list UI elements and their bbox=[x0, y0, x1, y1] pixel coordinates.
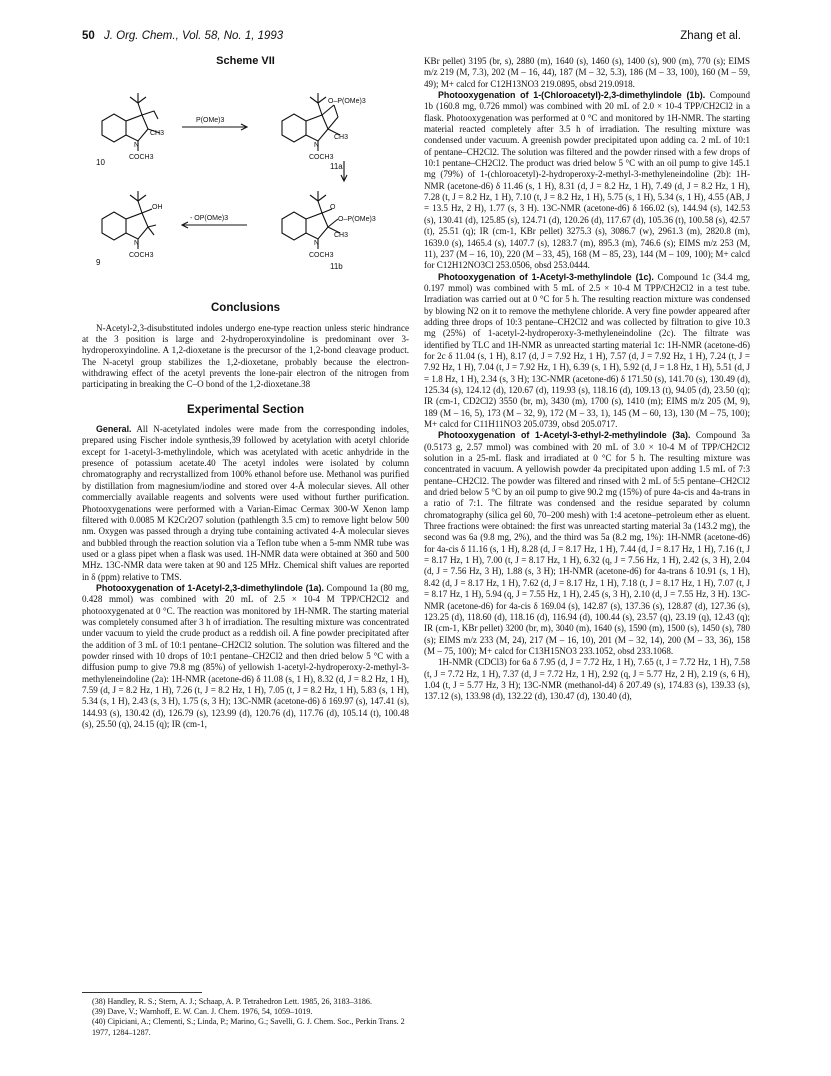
compound-label-11a: 11a bbox=[330, 162, 343, 172]
nmr-6a-paragraph: 1H-NMR (CDCl3) for 6a δ 7.95 (d, J = 7.72 Hz, 1 H), 7.65 (t, J = 7.72 Hz, 1 H), 7.58 (t, J = 7.72 Hz, 1 H), 7.37 (d, J = 7.72 Hz, 1 H), 2.92 (q, J = 5.77 Hz, 2 H), 2.19 (s, 6 H), 1.04 (t, J = 5.77 Hz, 3 H); 13C-NMR (methanol-d4) δ 207.49 (s), 174.83 (s), 139.33 (s), 137.12 (s), 133.98 (d), 132.22 (d), 130.47 (d), 130.40 (d), bbox=[424, 657, 750, 702]
experimental-heading: Experimental Section bbox=[187, 403, 304, 416]
running-authors: Zhang et al. bbox=[680, 30, 741, 42]
footnote-38: (38) Handley, R. S.; Stern, A. J.; Schaap, A. P. Tetrahedron Lett. 1985, 26, 3183–3186. bbox=[92, 997, 372, 1006]
atom-o-11b: O bbox=[330, 204, 336, 212]
page-number: 50 bbox=[82, 30, 95, 42]
general-run-in-head: General. bbox=[96, 424, 132, 435]
label-coch3-9: COCH3 bbox=[129, 252, 154, 260]
general-text: All N-acetylated indoles were made from the corresponding indoles, prepared using Fischer indole synthesis,39 followed by acetylation with acetyl chloride except for 1-acetyl-3-methylindole, which was acetylated with acetic anhydride in the presence of potassium acetate.40 The acetyl indoles were isolated by column chromatography and recrystallized from 100% ethanol before use. Methanol was purified by distillation from magnesium/iodine and stored over 4-Å molecular sieves. All other commercially available reagents and solvents were used without further purification. Photooxygenations were performed with a Varian-Eimac Cermax 300-W Xenon lamp filtered with 0.0085 M K2Cr2O7 solution (pathlength 3.5 cm) to remove light below 500 nm. Oxygen was passed through a drying tube containing activated 4-Å molecular sieves and bubbled through the reaction solution via a Teflon tube when a 5-mm NMR tube was used or a glass pipet when a flask was used. 1H-NMR data were obtained at 360 and 500 MHz. 13C-NMR data were taken at 90 and 125 MHz. Chemical shift values are reported in δ (ppm) relative to TMS. bbox=[82, 424, 409, 582]
photooxygenation-1c-head: Photooxygenation of 1-Acetyl-3-methylindole (1c). bbox=[438, 271, 654, 282]
photooxygenation-1a-text: Compound 1a (80 mg, 0.428 mmol) was combined with 20 mL of 2.5 × 10-4 M TPP/CH2Cl2 and photooxygenated at 0 °C. The reaction was monitored by 1H-NMR. The starting material was completely consumed after 3 h of irradiation. The resulting mixture was concentrated under vacuum to yield the crude product as a reddish oil. A fine powder precipitated after the addition of 3 mL of 10:1 pentane–CH2Cl2 solution. The solution was filtered and the powder rinsed with 10 drops of 10:1 pentane–CH2Cl2 and then dried below 5 °C with a diffusion pump to give 79.8 mg (85%) of yellowish 1-acetyl-2-hydroperoxy-2-methyl-3-methyleneindoline (2a): 1H-NMR (acetone-d6) δ 11.08 (s, 1 H), 8.32 (d, J = 8.2 Hz, 1 H), 7.59 (d, J = 8.2 Hz, 1 H), 7.26 (t, J = 8.2 Hz, 1 H), 7.05 (t, J = 8.2 Hz, 1 H), 5.83 (s, 1 H), 5.34 (s, 1 H), 2.43 (s, 3 H), 1.75 (s, 3 H); 13C-NMR (acetone-d6) δ 169.97 (s), 147.41 (s), 144.93 (s), 130.42 (d), 126.79 (s), 123.99 (d), 120.76 (d), 117.76 (d), 105.14 (t), 100.48 (s), 25.50 (q), 24.15 (q); IR (cm-1, bbox=[82, 582, 409, 730]
photooxygenation-3a-head: Photooxygenation of 1-Acetyl-3-ethyl-2-methylindole (3a). bbox=[438, 430, 691, 441]
label-coch3-11a: COCH3 bbox=[309, 154, 334, 162]
photooxygenation-1b-paragraph bbox=[424, 90, 750, 272]
label-ch3-11a: CH3 bbox=[334, 134, 349, 142]
scheme-title: Scheme VII bbox=[216, 55, 275, 67]
label-oh-9: OH bbox=[152, 204, 163, 212]
conclusions-heading: Conclusions bbox=[210, 302, 280, 315]
footnotes bbox=[82, 992, 409, 1038]
photooxygenation-1a-paragraph bbox=[82, 583, 409, 730]
footnote-39: (39) Dave, V.; Warnhoff, E. W. Can. J. Chem. 1976, 54, 1059–1019. bbox=[92, 1007, 313, 1017]
photooxygenation-1c-text: Compound 1c (34.4 mg, 0.197 mmol) was combined with 5 mL of 2.5 × 10-4 M TPP/CH2Cl2 in a test tube. Irradiation was carried out at 0 °C for 5 h. The resulting reaction mixture was condensed by blowing N2 on it to remove the methylene chloride. A very fine powder appeared after adding three drops of 10:3 pentane–CH2Cl2 and was collected by filtration to give 10.3 mg (25%) of 1-acetyl-2-hydroperoxy-3-methyleneindoline (2c). The filtrate was identified by TLC and 1H-NMR as unreacted starting material 1c: 1H-NMR (acetone-d6) for 2c δ 11.04 (s, 1 H), 8.17 (d, J = 7.92 Hz, 1 H), 7.57 (d, J = 7.92 Hz, 1 H), 7.24 (t, J = 7.92 Hz, 1 H), 7.04 (t, J = 7.92 Hz, 1 H), 6.39 (s, 1 H), 5.92 (d, J = 1.8 Hz, 1 H), 5.51 (d, J = 1.8 Hz, 1 H), 2.34 (s, 3 H); 13C-NMR (acetone-d6) δ 171.50 (s), 141.70 (s), 130.49 (d), 125.34 (s), 124.12 (d), 120.67 (d), 119.93 (s), 118.16 (d), 109.13 (t), 94.05 (d), 23.50 (q); IR (cm-1, CD2Cl2) 3550 (br, m), 3430 (m), 1700 (s), 1410 (m); EIMS m/z 205 (M, 9), 189 (M – 16, 5), 173 (M – 32, 9), 172 (M – 33, 1), 145 (M – 60, 13), 130 (M – 75, 100); M+ calcd for C11H11NO3 205.0739, obsd 205.0717. bbox=[424, 271, 751, 429]
structure-11b bbox=[282, 191, 340, 249]
running-header bbox=[82, 30, 741, 48]
label-ch3-10: CH3 bbox=[150, 130, 165, 138]
structure-10 bbox=[102, 93, 160, 151]
scheme-vii-diagram bbox=[82, 69, 409, 297]
footnote-40: (40) Cipiciani, A.; Clementi, S.; Linda, P.; Marino, G.; Savelli, G. J. Chem. Soc., Perkin Trans. 2 1977, 1284–1287. bbox=[92, 1017, 405, 1037]
journal-citation: J. Org. Chem., Vol. 58, No. 1, 1993 bbox=[104, 30, 284, 42]
label-o-p-11a: O–P(OMe)3 bbox=[328, 98, 366, 106]
left-column bbox=[82, 56, 409, 730]
label-o-p-11b: O–P(OMe)3 bbox=[338, 216, 376, 224]
reagent-label-1: P(OMe)3 bbox=[196, 117, 225, 125]
label-coch3-11b: COCH3 bbox=[309, 252, 334, 260]
photooxygenation-1b-text: Compound 1b (160.8 mg, 0.726 mmol) was combined with 20 mL of 2.0 × 10-4 TPP/CH2Cl2 in a flask. Photooxygenation was performed at 0 °C and monitored by 1H-NMR. The starting material reacted completely after 3.5 h of irradiation. The resulting mixture was condensed under vacuum. A greenish powder precipitated upon adding ca. 2 mL of 10:1 of pentane–CH2Cl2. The solution was filtered and the powder rinsed with a few drops of 10:1 pentane–CH2Cl2. The product was dried below 5 °C with an oil pump to give 145.1 mg (79%) of 1-(chloroacetyl)-2-hydroperoxy-2-methyl-3-methyleneindoline (2b): 1H-NMR (acetone-d6) δ 11.46 (s, 1 H), 8.31 (d, J = 8.2 Hz, 1 H), 7.49 (d, J = 8.2 Hz, 1 H), 7.28 (t, J = 8.2 Hz, 1 H), 7.10 (t, J = 8.2 Hz, 1 H), 5.75 (s, 1 H), 5.34 (s, 1 H), 4.55 (AB, J = 13.5 Hz, 2 H), 1.77 (s, 3 H). 13C-NMR (acetone-d6) δ 166.02 (s), 144.94 (s), 142.53 (s), 130.41 (d), 125.85 (s), 124.71 (d), 120.26 (d), 117.67 (d), 105.36 (t), 100.58 (s), 42.57 (t), 25.51 (q); IR (cm-1, KBr pellet) 3275.3 (s), 3086.7 (w), 2961.3 (m), 2820.8 (m), 1639.0 (s), 1465.4 (s), 1407.7 (s), 1283.7 (m), 895.3 (m), 746.6 (s); EIMS m/z 253 (M, 11), 237 (M – 16, 10), 220 (M – 33, 45), 168 (M – 85, 23), 144 (M – 109, 100); M+ calcd for C12H12NO3Cl 253.0506, obsd 253.0444. bbox=[424, 90, 750, 271]
conclusions-paragraph: N-Acetyl-2,3-disubstituted indoles undergo ene-type reaction unless steric hindrance at the 3 position is large and 2-hydroperoxyindoline is predominant over 3-hydroperoxyindoline. A 1,2-dioxetane is the precursor of the 1,2-bond cleavage product. The N-acetyl group stabilizes the 1,2-dioxetane, probably because the electron-withdrawing effect of the acetyl prevents the lone-pair electron of the nitrogen from participating in breaking the C–O bond of the 1,2-dioxetane.38 bbox=[82, 322, 409, 390]
photooxygenation-3a-paragraph bbox=[424, 430, 750, 657]
footnote-rule bbox=[82, 992, 202, 993]
atom-n-11a: N bbox=[314, 142, 320, 150]
label-ch3-11b: CH3 bbox=[334, 232, 349, 240]
reagent-label-2: - OP(OMe)3 bbox=[190, 215, 229, 223]
photooxygenation-3a-text: Compound 3a (0.5173 g, 2.57 mmol) was combined with 20 mL of 3.0 × 10-4 M of TPP/CH2Cl2 solution in a 25-mL flask and irradiated at 0 °C for 5 h. The resulting mixture was concentrated in vacuum. A yellowish powder 4a precipitated upon adding 1.5 mL of 7:3 pentane–CH2Cl2. The powder was filtered and rinsed with 2 mL of 5:5 pentane–CH2Cl2 and dried below 5 °C by an oil pump to give 90.2 mg (15%) of pure 4a-cis and 4a-trans in a ratio of 7:1. The filtrate was condensed and the residue separated by column chromatography (silica gel 60, 70–200 mesh) with 1:4 acetone–petroleum ether as eluent. Three fractions were obtained: the first was unreacted starting material 3a (143.2 mg), the second was 6a (9.8 mg, 2%), and the third was 5a (8.2 mg, 1%): 1H-NMR (acetone-d6) for 4a-cis δ 11.16 (s, 1 H), 8.28 (d, J = 8.17 Hz, 1 H), 7.44 (d, J = 8.17 Hz, 1 H), 7.16 (t, J = 8.17 Hz, 1 H), 7.00 (t, J = 8.17 Hz, 1 H), 6.32 (q, J = 7.56 Hz, 1 H), 2.42 (s, 3 H), 2.04 (d, J = 7.56 Hz, 3 H), 1.88 (s, 3 H); 1H-NMR (acetone-d6) for 4a-trans δ 10.91 (s, 1 H), 8.42 (d, J = 8.17 Hz, 1 H), 7.62 (d, J = 8.17 Hz, 1 H), 7.18 (t, J = 8.17 Hz, 1 H), 7.07 (t, J = 8.17 Hz, 1 H), 5.94 (q, J = 7.55 Hz, 1 H), 2.45 (s, 3 H), 2.10 (d, J = 7.55 Hz, 3 H). 13C-NMR (acetone-d6) for 4a-cis δ 169.04 (s), 142.87 (s), 137.36 (s), 128.87 (d), 127.36 (s), 123.25 (d), 118.60 (d), 118.16 (d), 116.94 (d), 100.44 (s), 23.57 (q), 23.19 (q), 12.43 (q); IR (cm-1, KBr pellet) 3200 (br, m), 3040 (m), 1640 (s), 1590 (m), 1500 (s), 1450 (s), 780 (s); EIMS m/z 233 (M, 24), 217 (M – 16, 10), 201 (M – 32, 14), 200 (M – 33, 36), 158 (M – 75, 100); M+ calcd for C13H15NO3 233.1052, obsd 233.1068. bbox=[424, 430, 751, 656]
atom-n-11b: N bbox=[314, 240, 320, 248]
photooxygenation-1a-head: Photooxygenation of 1-Acetyl-2,3-dimethylindole (1a). bbox=[96, 582, 324, 593]
atom-n-10: N bbox=[134, 142, 140, 150]
photooxygenation-1b-head: Photooxygenation of 1-(Chloroacetyl)-2,3-dimethylindole (1b). bbox=[438, 90, 706, 101]
compound-label-10: 10 bbox=[96, 158, 105, 168]
photooxygenation-1c-paragraph bbox=[424, 272, 750, 431]
compound-label-9: 9 bbox=[96, 258, 101, 268]
label-coch3-10: COCH3 bbox=[129, 154, 154, 162]
structure-9 bbox=[102, 191, 156, 249]
general-paragraph bbox=[82, 424, 409, 583]
compound-label-11b: 11b bbox=[330, 262, 343, 272]
continued-1a-data: KBr pellet) 3195 (br, s), 2880 (m), 1640 (s), 1460 (s), 1400 (s), 900 (m), 770 (s); EIMS m/z 219 (M, 7.3), 202 (M – 16, 44), 187 (M – 32, 5.3), 186 (M – 33, 100), 160 (M – 59, 49); M+ calcd for C12H13NO3 219.0895, obsd 219.0918. bbox=[424, 56, 750, 89]
atom-n-9: N bbox=[134, 240, 140, 248]
right-column bbox=[424, 56, 750, 703]
